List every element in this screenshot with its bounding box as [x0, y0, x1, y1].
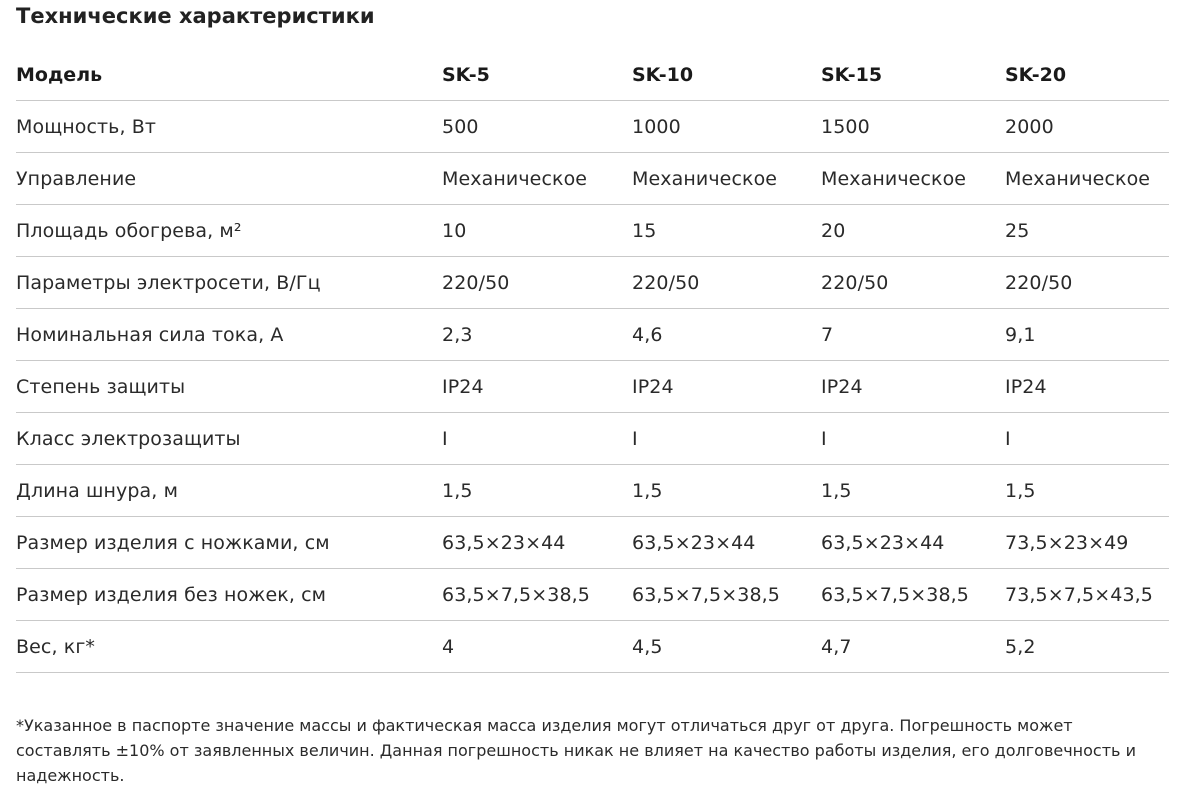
row-value: 1500 [821, 101, 1005, 153]
header-model-sk15: SK-15 [821, 50, 1005, 101]
row-value: 63,5×7,5×38,5 [821, 569, 1005, 621]
row-label: Степень защиты [16, 361, 442, 413]
row-value: IP24 [821, 361, 1005, 413]
row-value: Механическое [821, 153, 1005, 205]
header-model-sk10: SK-10 [632, 50, 821, 101]
row-value: 25 [1005, 205, 1169, 257]
row-value: 20 [821, 205, 1005, 257]
table-row [16, 257, 1169, 309]
row-value: 63,5×23×44 [632, 517, 821, 569]
row-value: 9,1 [1005, 309, 1169, 361]
row-label: Размер изделия с ножками, см [16, 517, 442, 569]
row-value: Механическое [632, 153, 821, 205]
row-value: 4,6 [632, 309, 821, 361]
specifications-table [16, 50, 1169, 673]
page-title: Технические характеристики [16, 4, 375, 28]
row-value: 73,5×23×49 [1005, 517, 1169, 569]
row-value: 63,5×23×44 [821, 517, 1005, 569]
row-value: I [632, 413, 821, 465]
row-value: 220/50 [1005, 257, 1169, 309]
table-row [16, 101, 1169, 153]
row-value: I [442, 413, 632, 465]
table-row [16, 465, 1169, 517]
table-row [16, 361, 1169, 413]
row-label: Площадь обогрева, м² [16, 205, 442, 257]
row-value: 63,5×7,5×38,5 [442, 569, 632, 621]
row-value: 7 [821, 309, 1005, 361]
row-value: I [821, 413, 1005, 465]
row-label: Номинальная сила тока, А [16, 309, 442, 361]
row-value: I [1005, 413, 1169, 465]
header-model-sk20: SK-20 [1005, 50, 1169, 101]
row-value: 4,5 [632, 621, 821, 673]
table-row [16, 309, 1169, 361]
table-row [16, 621, 1169, 673]
table-row [16, 517, 1169, 569]
row-value: 63,5×23×44 [442, 517, 632, 569]
table-header-row [16, 50, 1169, 101]
row-value: 220/50 [821, 257, 1005, 309]
row-label: Мощность, Вт [16, 101, 442, 153]
header-model-sk5: SK-5 [442, 50, 632, 101]
row-label: Класс электрозащиты [16, 413, 442, 465]
row-value: 1,5 [632, 465, 821, 517]
row-label: Длина шнура, м [16, 465, 442, 517]
row-value: 2000 [1005, 101, 1169, 153]
row-value: 1,5 [821, 465, 1005, 517]
row-value: 1000 [632, 101, 821, 153]
row-value: 220/50 [632, 257, 821, 309]
row-value: 10 [442, 205, 632, 257]
row-value: Механическое [1005, 153, 1169, 205]
table-row [16, 569, 1169, 621]
row-value: 63,5×7,5×38,5 [632, 569, 821, 621]
table-row [16, 413, 1169, 465]
row-value: 4 [442, 621, 632, 673]
row-value: Механическое [442, 153, 632, 205]
row-value: 73,5×7,5×43,5 [1005, 569, 1169, 621]
row-value: IP24 [442, 361, 632, 413]
row-label: Параметры электросети, В/Гц [16, 257, 442, 309]
row-value: 15 [632, 205, 821, 257]
row-value: 220/50 [442, 257, 632, 309]
row-value: IP24 [1005, 361, 1169, 413]
row-label: Вес, кг* [16, 621, 442, 673]
table-row [16, 205, 1169, 257]
header-label: Модель [16, 50, 442, 101]
row-value: IP24 [632, 361, 821, 413]
row-value: 500 [442, 101, 632, 153]
row-value: 1,5 [1005, 465, 1169, 517]
row-value: 1,5 [442, 465, 632, 517]
row-label: Размер изделия без ножек, см [16, 569, 442, 621]
row-label: Управление [16, 153, 442, 205]
table-row [16, 153, 1169, 205]
row-value: 4,7 [821, 621, 1005, 673]
row-value: 5,2 [1005, 621, 1169, 673]
footnote: *Указанное в паспорте значение массы и фактическая масса изделия могут отличаться друг от друга. Погрешность может составлять ±10% от заявленных величин. Данная погрешность никак не влияет на качество работы изделия, его долговечность и надежность. [16, 716, 1136, 785]
row-value: 2,3 [442, 309, 632, 361]
